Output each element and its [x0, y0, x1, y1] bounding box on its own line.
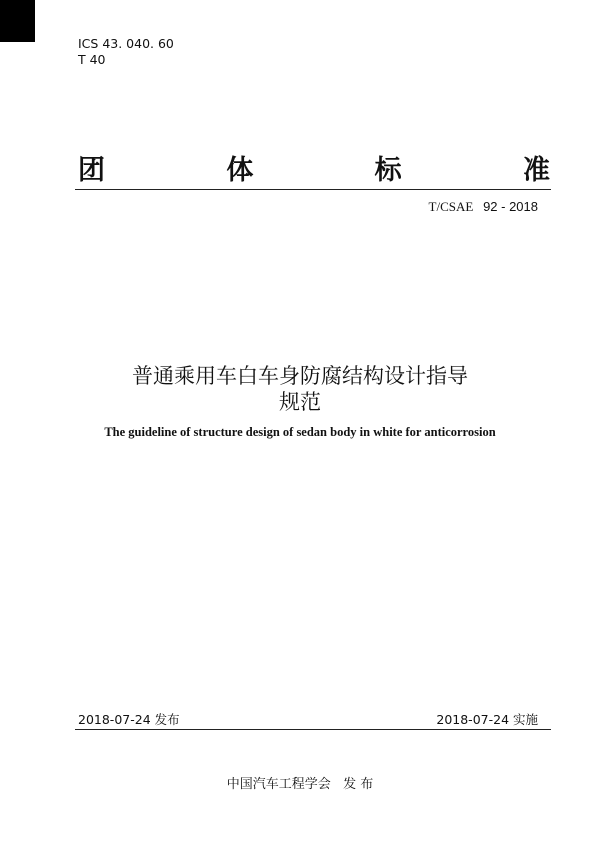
english-title: The guideline of structure design of sedan body in white for anticorrosion [104, 425, 496, 439]
standard-prefix: T/CSAE [428, 199, 474, 214]
category-char: 标 [374, 155, 402, 186]
corner-marker [0, 0, 35, 42]
classification-codes [78, 36, 174, 68]
top-divider [75, 189, 551, 190]
category-char: 团 [78, 155, 105, 186]
ccs-code: T 40 [78, 52, 106, 67]
document-category [78, 148, 550, 187]
publish-date: 2018-07-24 发布 [78, 712, 180, 727]
implement-date: 2018-07-24 实施 [436, 712, 538, 727]
chinese-title-line2: 规范 [279, 390, 321, 414]
category-char: 体 [226, 155, 254, 186]
standard-code: 92 - 2018 [483, 199, 538, 214]
chinese-title-line1: 普通乘用车白车身防腐结构设计指导 [132, 364, 468, 388]
category-char: 准 [522, 155, 550, 186]
standard-number [429, 199, 538, 215]
bottom-divider [75, 729, 551, 730]
ics-code: ICS 43. 040. 60 [78, 36, 174, 51]
issuer: 中国汽车工程学会 发 布 [226, 777, 374, 792]
